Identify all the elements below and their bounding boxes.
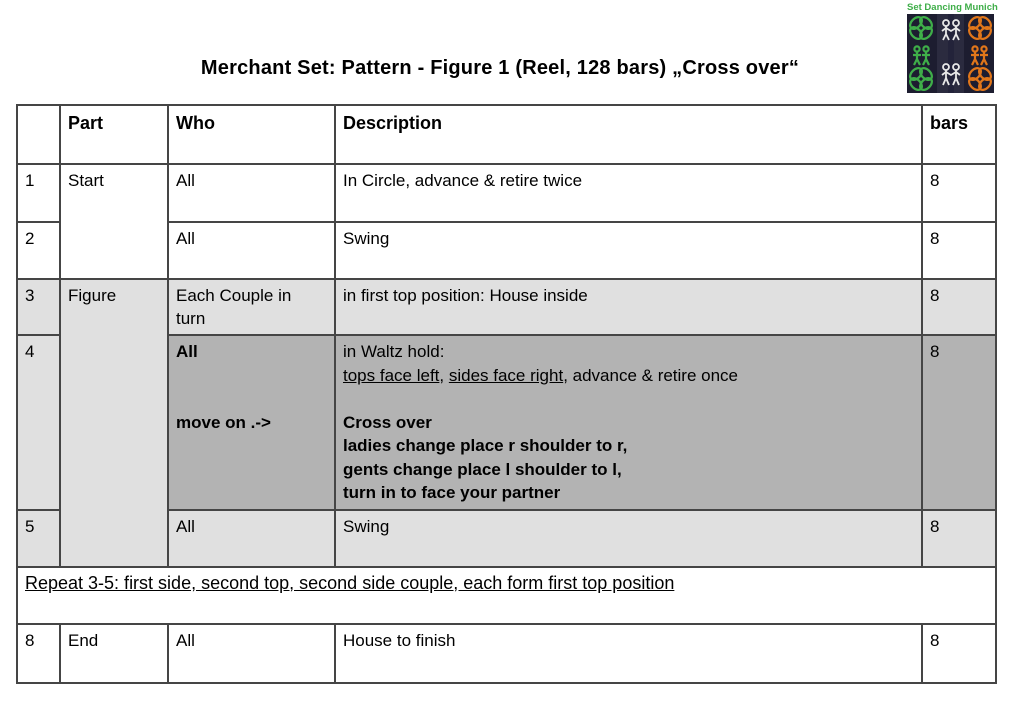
row3-who [168,279,335,335]
row4-desc-line2 [343,364,914,388]
row4-desc-underline1: tops face left [343,365,440,385]
row2-bars: 8 [922,222,996,279]
pattern-table [16,104,997,684]
row8-bars: 8 [922,624,996,683]
row4-desc-bold3: gents change place l shoulder to l, [343,459,622,479]
header-num [17,105,60,164]
row4-who-spacer [176,364,327,411]
part-start-cell: Start [60,164,168,279]
part-figure-cell: Figure [60,279,168,567]
celtic-dancers-logo-icon [907,14,994,93]
row4-desc-rest: , advance & retire once [563,365,739,385]
row3-bars: 8 [922,279,996,335]
header-description: Description [335,105,922,164]
row4-who-top: All [176,342,198,361]
row4-description [335,335,922,510]
repeat-row [17,567,996,624]
row2-description: Swing [335,222,922,279]
row5-num: 5 [17,510,60,567]
row4-desc-bold1: Cross over [343,412,432,432]
logo-caption: Set Dancing Munich [907,2,998,13]
row3-who-text: Each Couple in turn [176,286,292,328]
row8-who: All [168,624,335,683]
row1-who: All [168,164,335,222]
row4-desc-line1: in Waltz hold: [343,342,445,361]
header-bars: bars [922,105,996,164]
row1-description: In Circle, advance & retire twice [335,164,922,222]
row4-desc-bold4: turn in to face your partner [343,483,561,502]
row3-num: 3 [17,279,60,335]
row4-who-bottom: move on .-> [176,412,271,432]
row5-description: Swing [335,510,922,567]
header-part: Part [60,105,168,164]
row4-desc-bold2: ladies change place r shoulder to r, [343,436,628,455]
page-title: Merchant Set: Pattern - Figure 1 (Reel, 128 bars) „Cross over“ [200,57,800,79]
repeat-note-cell [17,567,996,624]
row5-bars: 8 [922,510,996,567]
table-row-8 [17,624,996,683]
row1-num: 1 [17,164,60,222]
header-row [17,105,996,164]
repeat-note: Repeat 3-5: first side, second top, second side couple, each form first top position [25,572,675,593]
row4-desc-blank [343,387,914,411]
row8-description: House to finish [335,624,922,683]
table-row-3 [17,279,996,335]
row4-desc-underline2: sides face right [448,365,564,385]
row4-who [168,335,335,510]
row4-num: 4 [17,335,60,510]
row2-who: All [168,222,335,279]
header-who: Who [168,105,335,164]
row8-num: 8 [17,624,60,683]
row4-desc-sep: , [439,365,449,385]
row8-part: End [60,624,168,683]
table-row-1 [17,164,996,222]
row3-description: in first top position: House inside [335,279,922,335]
row5-who: All [168,510,335,567]
row1-bars: 8 [922,164,996,222]
row4-bars: 8 [922,335,996,510]
row2-num: 2 [17,222,60,279]
